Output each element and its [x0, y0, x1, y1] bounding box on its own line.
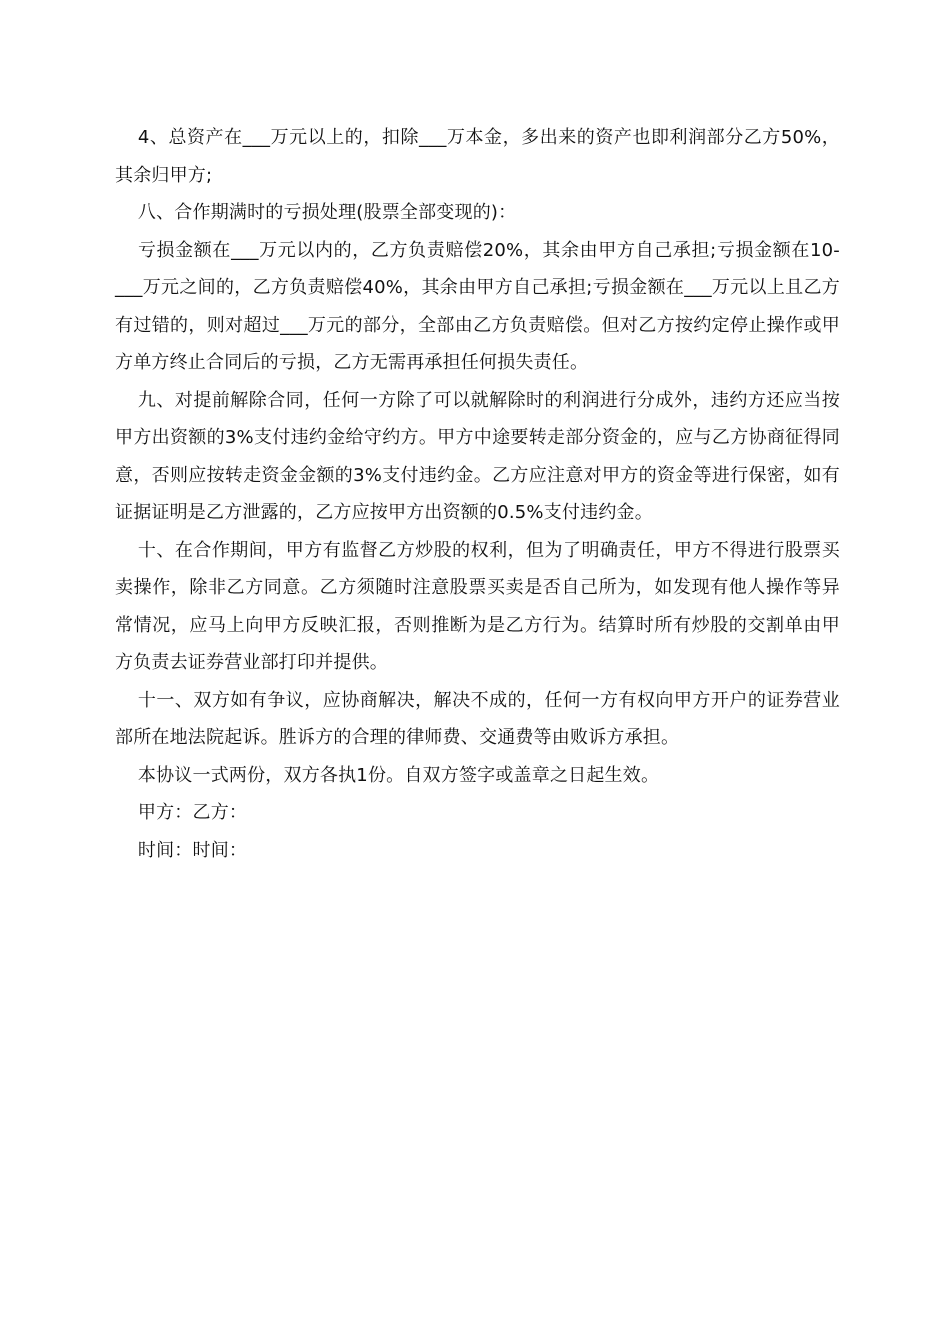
- clause-10-supervision: 十、在合作期间，甲方有监督乙方炒股的权利，但为了明确责任，甲方不得进行股票买卖操作，除非乙方同意。乙方须随时注意股票买卖是否自己所为，如发现有他人操作等异常情况，应马上向甲方反映汇报，否则推断为是乙方行为。结算时所有炒股的交割单由甲方负责去证券营业部打印并提供。: [115, 539, 840, 673]
- clause-9-early-termination: 九、对提前解除合同，任何一方除了可以就解除时的利润进行分成外，违约方还应当按甲方出资额的3%支付违约金给守约方。甲方中途要转走部分资金的，应与乙方协商征得同意，否则应按转走资金金额的3%支付违约金。乙方应注意对甲方的资金等进行保密，如有证据证明是乙方泄露的，乙方应按甲方出资额的0.5%支付违约金。: [115, 389, 840, 523]
- clause-11-disputes: 十一、双方如有争议，应协商解决，解决不成的，任何一方有权向甲方开户的证券营业部所在地法院起诉。胜诉方的合理的律师费、交通费等由败诉方承担。: [115, 689, 840, 748]
- document-page: [115, 119, 840, 869]
- agreement-effective-statement: 本协议一式两份，双方各执1份。自双方签字或盖章之日起生效。: [137, 764, 660, 786]
- clause-8-heading: 八、合作期满时的亏损处理(股票全部变现的)：: [137, 202, 517, 223]
- clause-8-loss-handling: 亏损金额在___万元以内的，乙方负责赔偿20%，其余由甲方自己承担;亏损金额在10-___万元之间的，乙方负责赔偿40%，其余由甲方自己承担;亏损金额在___万元以上且乙方有过错的，则对超过___万元的部分，全部由乙方负责赔偿。但对乙方按约定停止操作或甲方单方终止合同后的亏损，乙方无需再承担任何损失责任。: [115, 239, 840, 373]
- signature-parties-line: 甲方：乙方：: [137, 802, 248, 823]
- clause-4-assets: 4、总资产在___万元以上的，扣除___万本金，多出来的资产也即利润部分乙方50%，其余归甲方;: [115, 127, 840, 186]
- signature-date-line: 时间：时间：: [137, 839, 248, 861]
